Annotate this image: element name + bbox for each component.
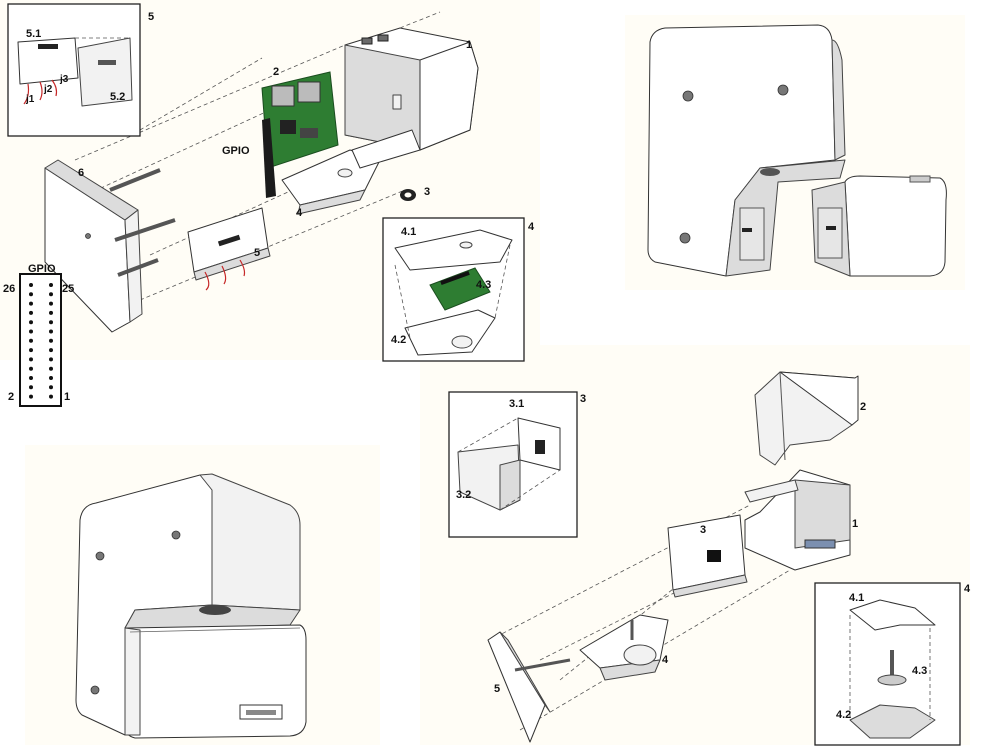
inset-connector-detail <box>8 4 154 136</box>
gpio-pin-dot <box>49 385 53 389</box>
inset5-j2: j2 <box>44 84 53 95</box>
gpio-pin-dot <box>29 357 33 361</box>
inset4-number: 4 <box>528 221 535 233</box>
inset4b-sub2: 4.2 <box>836 709 852 721</box>
label-b-cover-2: 2 <box>860 401 867 413</box>
gpio-pin-dot <box>49 348 53 352</box>
inset4b-sub1: 4.1 <box>849 592 865 604</box>
label-case-1: 1 <box>466 39 473 51</box>
inset3-sub1: 3.1 <box>509 398 525 410</box>
gpio-pin-dot <box>29 302 33 306</box>
gpio-pin-dot <box>49 339 53 343</box>
label-plate-6: 6 <box>78 167 85 179</box>
inset3-number: 3 <box>580 393 587 405</box>
inset4-sub1: 4.1 <box>401 226 417 238</box>
inset5-sub2: 5.2 <box>110 91 126 103</box>
gpio-pin-dot <box>29 385 33 389</box>
gpio-pin-1: 1 <box>64 391 71 403</box>
gpio-pin-dot <box>49 320 53 324</box>
gpio-pin-dot <box>29 330 33 334</box>
inset4b-sub3: 4.3 <box>912 665 928 677</box>
label-gpio: GPIO <box>222 145 250 157</box>
gpio-pin-dot <box>29 376 33 380</box>
label-board-2: 2 <box>273 66 280 78</box>
inset4-sub3: 4.3 <box>476 279 492 291</box>
label-b-base-4: 4 <box>662 654 669 666</box>
gpio-title: GPIO <box>28 263 56 275</box>
gpio-pin-dot <box>29 283 33 287</box>
gpio-pin-dot <box>29 320 33 324</box>
inset5-j3: j3 <box>60 74 69 85</box>
ring-part-3 <box>400 189 416 201</box>
gpio-pin-dot <box>29 339 33 343</box>
gpio-pin-26: 26 <box>3 283 16 295</box>
gpio-pin-dot <box>49 357 53 361</box>
gpio-pin-dot <box>49 376 53 380</box>
label-b-board-3: 3 <box>700 524 707 536</box>
bottom-left-render <box>76 474 306 738</box>
inset4b-number: 4 <box>964 583 971 595</box>
gpio-pin-dot <box>29 348 33 352</box>
gpio-pin-dot <box>49 283 53 287</box>
gpio-pin-dot <box>49 395 53 399</box>
inset5-number: 5 <box>148 11 155 23</box>
gpio-pin-2: 2 <box>8 391 15 403</box>
inset5-sub1: 5.1 <box>26 28 42 40</box>
inset4-sub2: 4.2 <box>391 334 407 346</box>
inset-sensor-mount-detail <box>383 218 535 361</box>
gpio-pin-dot <box>29 395 33 399</box>
gpio-pin-dot <box>49 367 53 371</box>
gpio-pin-dot <box>29 367 33 371</box>
gpio-pin-dot <box>49 302 53 306</box>
inset-base-detail <box>815 583 971 745</box>
inset3-sub2: 3.2 <box>456 489 472 501</box>
gpio-pin-dot <box>29 311 33 315</box>
inset5-j1: j1 <box>26 94 35 105</box>
label-b-plate-5: 5 <box>494 683 501 695</box>
gpio-pin-dot <box>29 292 33 296</box>
label-mount-4: 4 <box>296 207 303 219</box>
label-ring-3: 3 <box>424 186 431 198</box>
gpio-pin-dot <box>49 311 53 315</box>
gpio-pin-25: 25 <box>62 283 75 295</box>
label-connector-5: 5 <box>254 247 261 259</box>
label-b-case-1: 1 <box>852 518 859 530</box>
board-part-3 <box>668 515 747 597</box>
gpio-pin-dot <box>49 292 53 296</box>
gpio-pin-dot <box>49 330 53 334</box>
inset-board-detail <box>449 392 586 537</box>
